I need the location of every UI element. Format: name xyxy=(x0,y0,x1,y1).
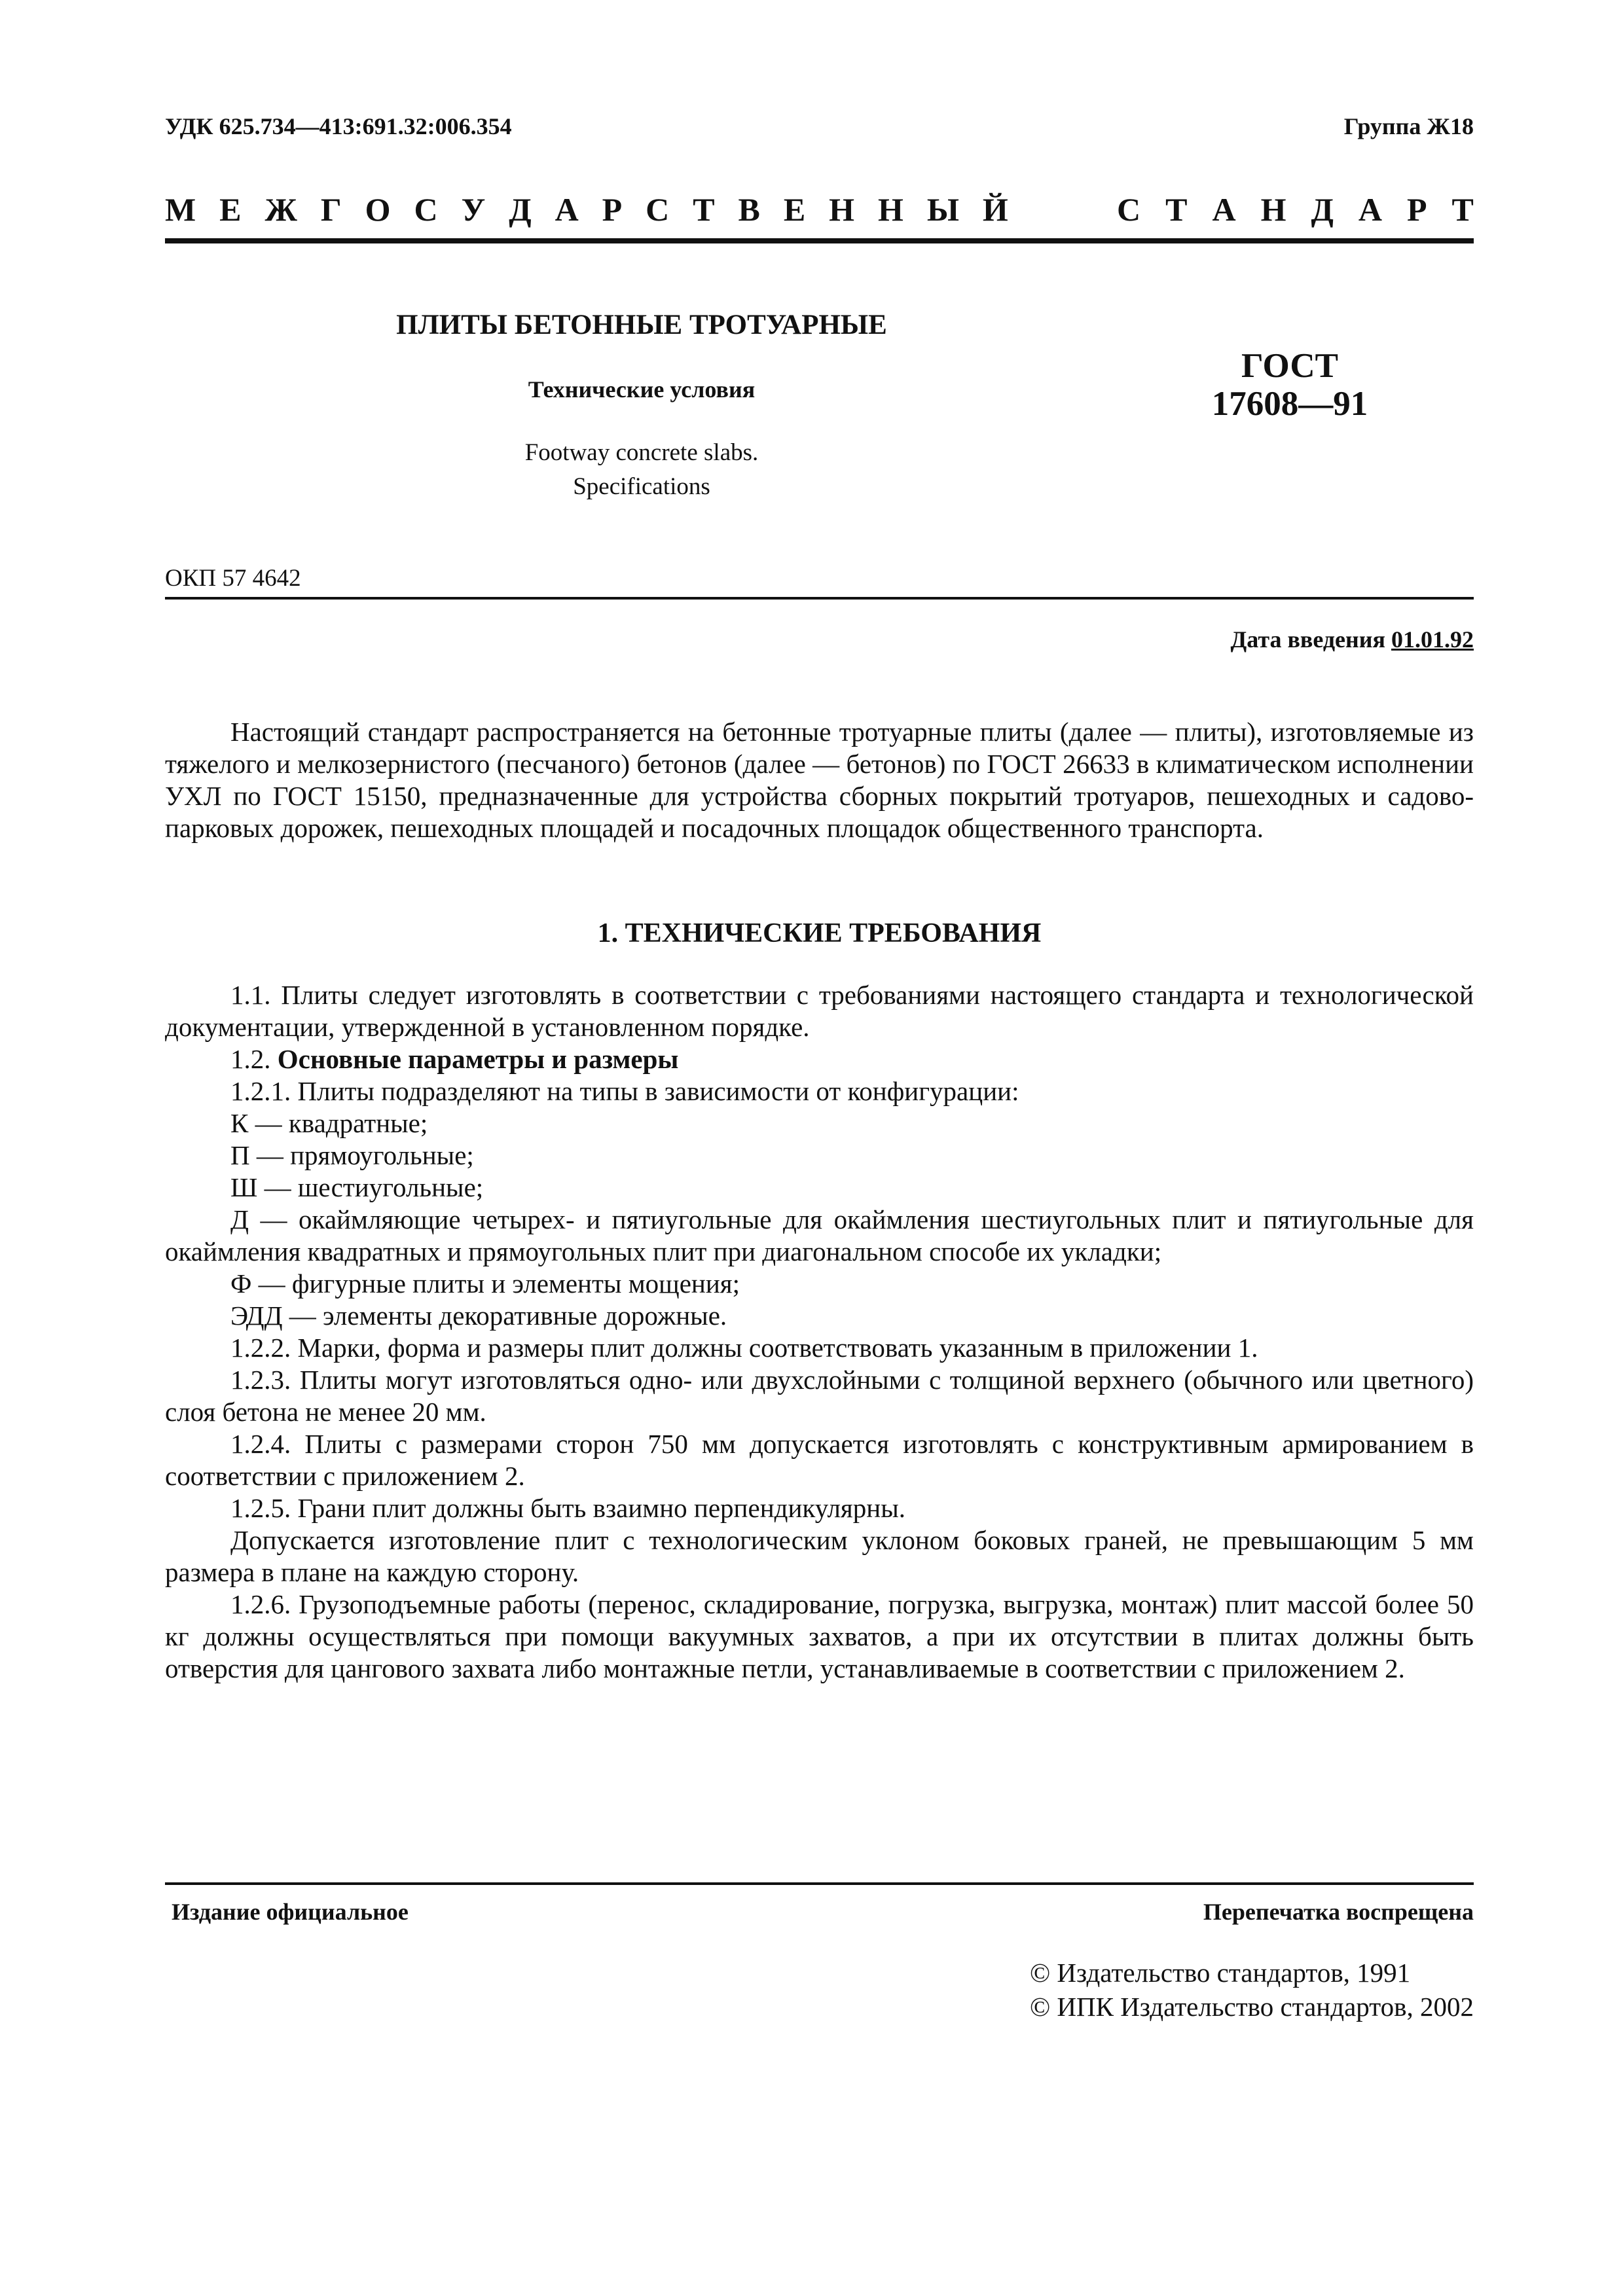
banner-letter: Т xyxy=(1165,191,1188,228)
clause-1-2-1: 1.2.1. Плиты подразделяют на типы в зависимости от конфигурации: xyxy=(230,1076,1019,1106)
banner-letter: С xyxy=(646,191,670,228)
type-d: Д — окаймляющие четырех- и пятиугольные для окаймления шестиугольных плит и пятиугольные для окаймления квадратных и прямоугольных плит при диагональном способе их укладки; xyxy=(165,1204,1474,1266)
banner-letter: Г xyxy=(320,191,342,228)
banner-letter: Й xyxy=(982,191,1008,228)
banner-letter: Д xyxy=(509,191,532,228)
introduction-date-value: 01.01.92 xyxy=(1391,626,1474,653)
banner-letter: С xyxy=(414,191,438,228)
udk-code: УДК 625.734—413:691.32:006.354 xyxy=(165,113,512,139)
section-1-body xyxy=(165,979,1474,1685)
banner-letter: Н xyxy=(878,191,903,228)
clause-1-2-4: 1.2.4. Плиты с размерами сторон 750 мм допускается изготовлять с конструктивным армированием в соответствии с приложением 2. xyxy=(165,1429,1474,1491)
document-subtitle: Технические условия xyxy=(528,376,756,403)
clause-1-2-6: 1.2.6. Грузоподъемные работы (перенос, складирование, погрузка, выгрузка, монтаж) плит массой более 50 кг должны осуществляться при помощи вакуумных захватов, а при их отсутствии в плитах должны быть отверстия для цангового захвата либо монтажные петли, устанавливаемые в соответствии с приложением 2. xyxy=(165,1589,1474,1683)
banner-letter: А xyxy=(1358,191,1382,228)
clause-1-2-title: Основные параметры и размеры xyxy=(277,1044,679,1074)
type-p: П — прямоугольные; xyxy=(230,1140,474,1170)
banner-letter: С xyxy=(1117,191,1141,228)
interstate-word xyxy=(165,190,1008,228)
banner-letter: М xyxy=(165,191,196,228)
clause-1-1: 1.1. Плиты следует изготовлять в соответствии с требованиями настоящего стандарта и технологической документации, утвержденной в установленном порядке. xyxy=(165,980,1474,1042)
clause-1-2-2: 1.2.2. Марки, форма и размеры плит должны соответствовать указанным в приложении 1. xyxy=(230,1333,1258,1363)
okp-rule xyxy=(165,597,1474,600)
header-rule xyxy=(165,238,1474,243)
introduction-date xyxy=(1231,626,1474,653)
banner-letter: У xyxy=(461,191,486,228)
copyright-block xyxy=(1030,1956,1474,2024)
type-k: К — квадратные; xyxy=(230,1108,428,1138)
okp-code: ОКП 57 4642 xyxy=(165,565,301,592)
intro-section xyxy=(165,716,1474,844)
banner-letter: Н xyxy=(829,191,855,228)
clause-1-2-5-note: Допускается изготовление плит с технологическим уклоном боковых граней, не превышающим 5 мм размера в плане на каждую сторону. xyxy=(165,1525,1474,1587)
english-title-line-1: Footway concrete slabs. xyxy=(524,439,759,466)
english-title-line-2: Specifications xyxy=(573,473,710,500)
intro-paragraph: Настоящий стандарт распространяется на бетонные тротуарные плиты (далее — плиты), изготовляемые из тяжелого и мелкозернистого (песчаного) бетонов (далее — бетонов) по ГОСТ 26633 в климатическом исполнении УХЛ по ГОСТ 15150, предназначенные для устройства сборных покрытий тротуаров, пешеходных и садово-парковых дорожек, пешеходных площадей и посадочных площадок общественного транспорта. xyxy=(165,717,1474,843)
reprint-prohibited: Перепечатка воспрещена xyxy=(1203,1899,1474,1925)
gost-label: ГОСТ xyxy=(1241,347,1338,385)
banner-letter: Д xyxy=(1311,191,1334,228)
banner-letter: Н xyxy=(1260,191,1286,228)
clause-1-2 xyxy=(165,1043,1474,1075)
type-edd: ЭДД — элементы декоративные дорожные. xyxy=(230,1300,727,1331)
standard-word xyxy=(1117,190,1474,228)
group-code: Группа Ж18 xyxy=(1343,113,1474,139)
banner-letter: Р xyxy=(602,191,623,228)
banner-letter: Е xyxy=(219,191,242,228)
banner-letter: А xyxy=(555,191,579,228)
official-edition: Издание официальное xyxy=(172,1899,409,1925)
banner-letter: Т xyxy=(693,191,715,228)
banner-letter: Е xyxy=(783,191,806,228)
type-f: Ф — фигурные плиты и элементы мощения; xyxy=(230,1268,740,1299)
clause-1-2-5: 1.2.5. Грани плит должны быть взаимно перпендикулярны. xyxy=(230,1493,906,1523)
banner-letter: Ж xyxy=(264,191,297,228)
clause-1-2-3: 1.2.3. Плиты могут изготовляться одно- или двухслойными с толщиной верхнего (обычного или цветного) слоя бетона не менее 20 мм. xyxy=(165,1365,1474,1427)
banner-letter: Т xyxy=(1451,191,1474,228)
copyright-line-2: © ИПК Издательство стандартов, 2002 xyxy=(1029,1992,1474,2022)
footer-rule xyxy=(165,1882,1474,1885)
gost-number: 17608—91 xyxy=(1211,385,1368,423)
copyright-line-1: © Издательство стандартов, 1991 xyxy=(1029,1958,1411,1988)
document-title: ПЛИТЫ БЕТОННЫЕ ТРОТУАРНЫЕ xyxy=(396,310,887,340)
banner-letter: А xyxy=(1212,191,1236,228)
banner-letter: О xyxy=(365,191,391,228)
english-title xyxy=(380,436,903,504)
type-sh: Ш — шестиугольные; xyxy=(230,1172,484,1202)
clause-1-2-number: 1.2. xyxy=(230,1044,271,1074)
interstate-standard-banner xyxy=(165,190,1474,229)
introduction-date-label: Дата введения xyxy=(1230,626,1385,653)
gost-designation xyxy=(1192,347,1388,423)
banner-letter: Ы xyxy=(926,191,959,228)
section-heading: 1. ТЕХНИЧЕСКИЕ ТРЕБОВАНИЯ xyxy=(597,918,1042,948)
banner-letter: Р xyxy=(1407,191,1427,228)
banner-letter: В xyxy=(738,191,760,228)
